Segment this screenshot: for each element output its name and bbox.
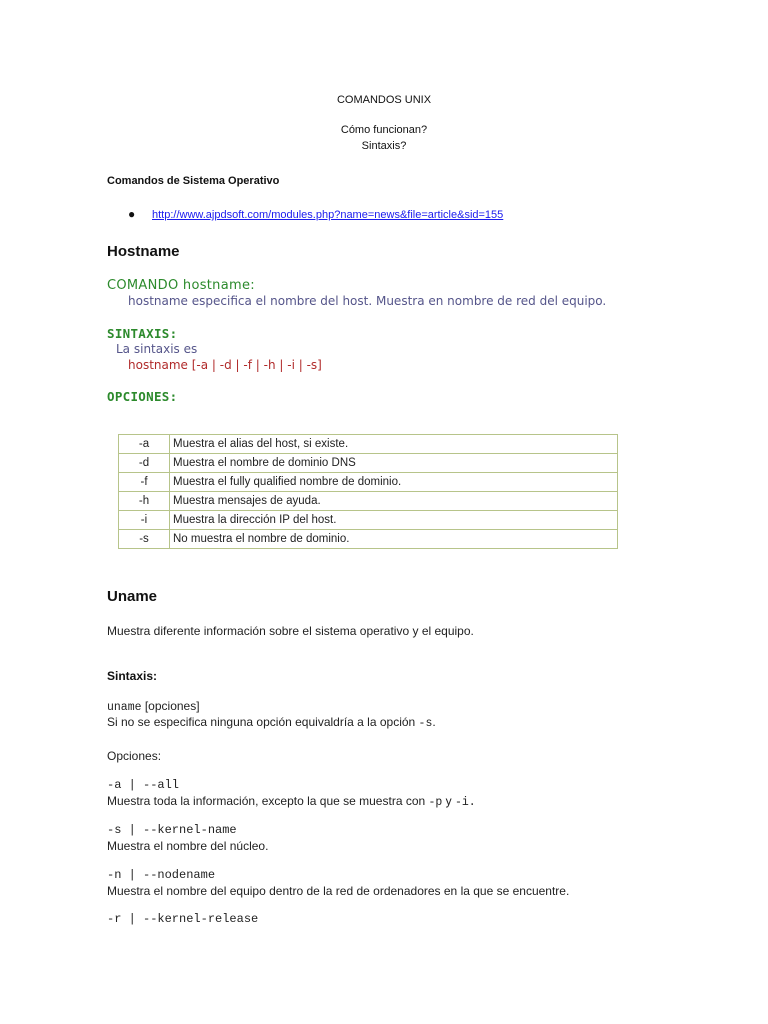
option-kernel-name-description: Muestra el nombre del núcleo.	[107, 839, 269, 853]
uname-syntax-heading: Sintaxis:	[107, 669, 158, 683]
uname-syntax-line	[107, 699, 200, 714]
command-label-text: COMANDO hostname:	[107, 278, 255, 293]
document-subtitle-syntax: Sintaxis?	[361, 140, 407, 152]
option-description: Muestra el nombre de dominio DNS	[170, 454, 618, 473]
option-description: Muestra el alias del host, si existe.	[170, 435, 618, 454]
option-all-desc-text: Muestra toda la información, excepto la que se muestra con	[107, 794, 429, 808]
table-row	[119, 530, 618, 549]
reference-link[interactable]: http://www.ajpdsoft.com/modules.php?name=news&file=article&sid=155	[152, 209, 504, 221]
hostname-options-label: OPCIONES:	[107, 389, 178, 404]
syntax-note-text: Si no se especifica ninguna opción equivaldría a la opción	[107, 715, 419, 729]
option-all: -a | --all	[107, 778, 180, 792]
uname-syntax-command: uname	[107, 701, 142, 714]
hostname-syntax-command: hostname [-a | -d | -f | -h | -i | -s]	[128, 358, 322, 372]
hostname-heading: Hostname	[107, 243, 180, 260]
uname-description: Muestra diferente información sobre el sistema operativo y el equipo.	[107, 624, 474, 638]
option-flag: -h	[119, 492, 170, 511]
document-title: COMANDOS UNIX	[336, 94, 432, 106]
option-all-desc-mid: y	[442, 794, 455, 808]
uname-options-heading: Opciones:	[107, 749, 162, 763]
os-commands-heading: Comandos de Sistema Operativo	[107, 175, 280, 187]
option-flag: -f	[119, 473, 170, 492]
document-subtitle-how: Cómo funcionan?	[340, 124, 428, 136]
option-kernel-name: -s | --kernel-name	[107, 823, 237, 837]
bullet-icon: ●	[128, 207, 136, 221]
option-description: No muestra el nombre de dominio.	[170, 530, 618, 549]
option-nodename-description: Muestra el nombre del equipo dentro de la red de ordenadores en la que se encuentre.	[107, 884, 570, 898]
option-nodename: -n | --nodename	[107, 868, 216, 882]
option-all-flag-p: -p	[428, 796, 443, 809]
uname-syntax-note	[107, 715, 436, 730]
option-kernel-release: -r | --kernel-release	[107, 912, 259, 926]
hostname-syntax-text: La sintaxis es	[116, 342, 198, 356]
option-description: Muestra la dirección IP del host.	[170, 511, 618, 530]
table-row	[119, 473, 618, 492]
option-description: Muestra el fully qualified nombre de dominio.	[170, 473, 618, 492]
hostname-syntax-label: SINTAXIS:	[107, 326, 178, 341]
syntax-note-end: .	[432, 715, 436, 729]
option-all-flag-i: -i.	[455, 796, 476, 809]
option-flag: -i	[119, 511, 170, 530]
option-flag: -a	[119, 435, 170, 454]
hostname-options-table	[118, 434, 618, 549]
table-row	[119, 435, 618, 454]
option-flag: -s	[119, 530, 170, 549]
table-row	[119, 511, 618, 530]
uname-heading: Uname	[107, 588, 158, 605]
hostname-command-label	[107, 278, 255, 293]
syntax-note-flag: -s	[418, 717, 433, 730]
option-flag: -d	[119, 454, 170, 473]
table-row	[119, 454, 618, 473]
hostname-command-description: hostname especifica el nombre del host. Muestra en nombre de red del equipo.	[128, 294, 607, 308]
option-all-description	[107, 794, 476, 809]
uname-syntax-args: [opciones]	[141, 699, 200, 713]
table-row	[119, 492, 618, 511]
option-description: Muestra mensajes de ayuda.	[170, 492, 618, 511]
